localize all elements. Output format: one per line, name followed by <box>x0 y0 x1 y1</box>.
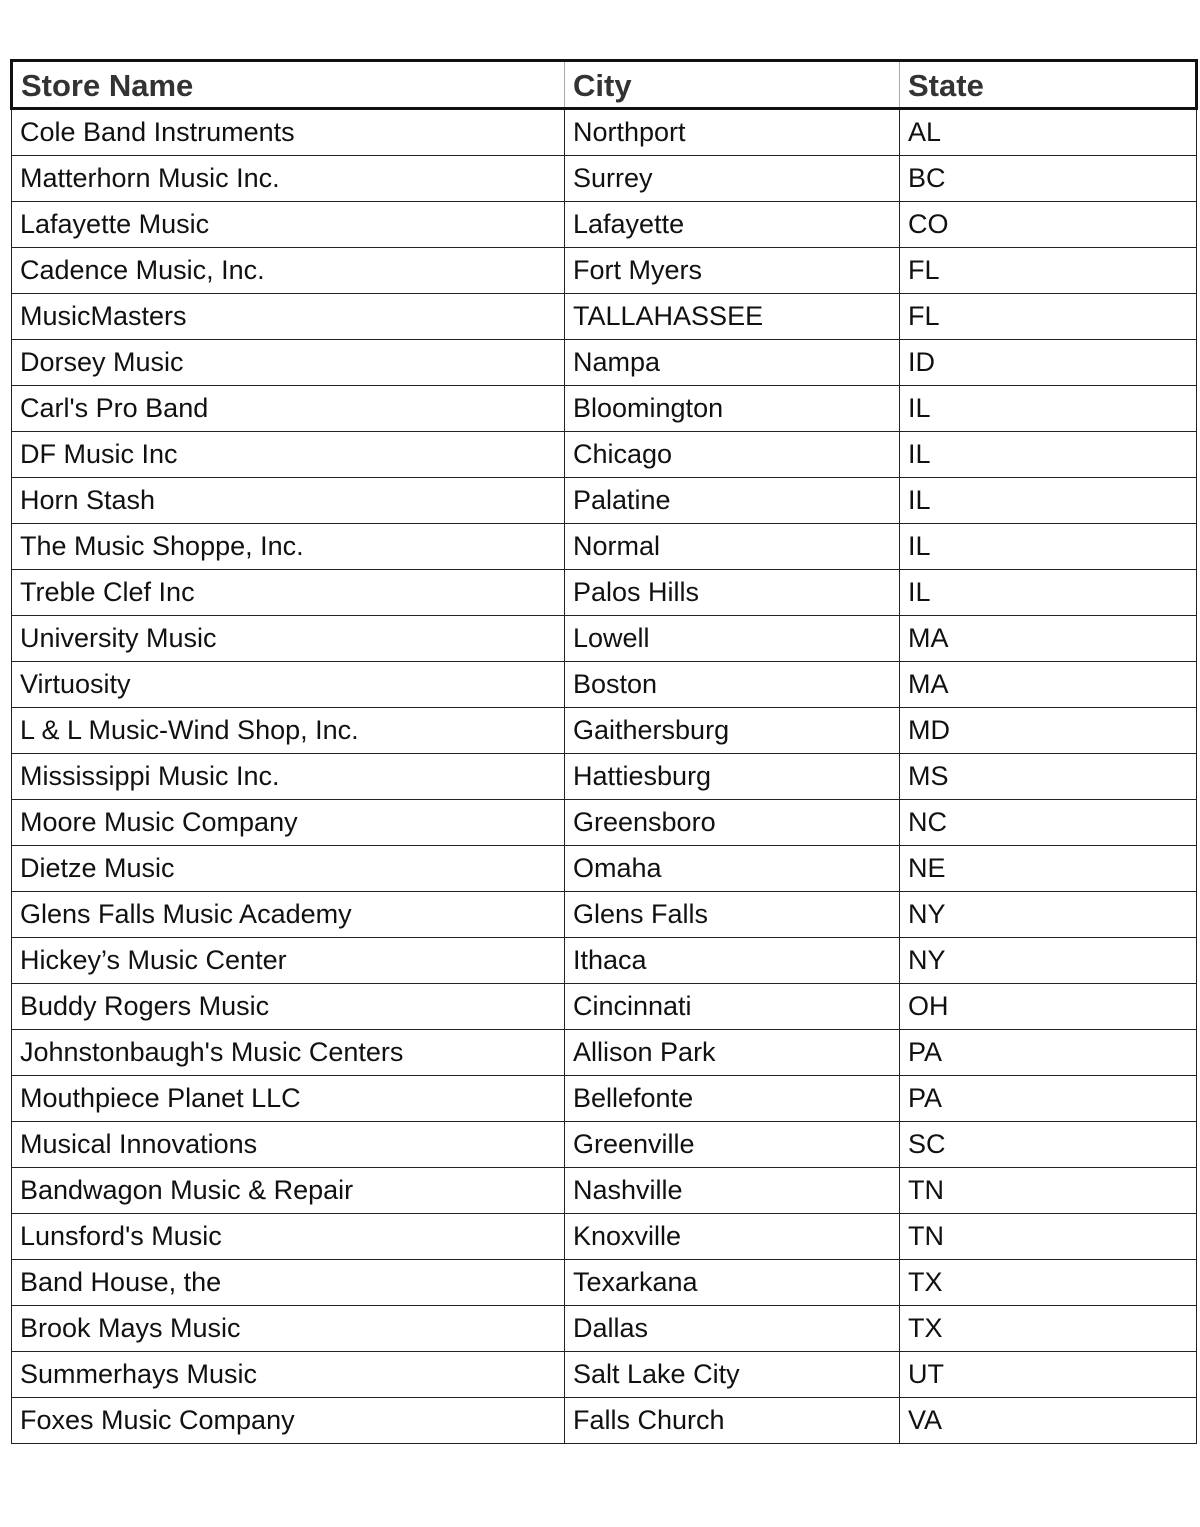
store-name-cell: MusicMasters <box>12 294 565 340</box>
city-cell: Texarkana <box>565 1260 900 1306</box>
state-cell: MS <box>900 754 1197 800</box>
table-row <box>12 708 1197 754</box>
table-row <box>12 1398 1197 1444</box>
store-name-cell: Horn Stash <box>12 478 565 524</box>
store-name-cell: University Music <box>12 616 565 662</box>
city-cell: Glens Falls <box>565 892 900 938</box>
store-name-cell: Cadence Music, Inc. <box>12 248 565 294</box>
state-cell: NC <box>900 800 1197 846</box>
state-cell: BC <box>900 156 1197 202</box>
city-cell: Greensboro <box>565 800 900 846</box>
store-name-cell: Glens Falls Music Academy <box>12 892 565 938</box>
state-cell: MA <box>900 616 1197 662</box>
city-cell: Dallas <box>565 1306 900 1352</box>
city-cell: TALLAHASSEE <box>565 294 900 340</box>
table-row <box>12 156 1197 202</box>
city-cell: Knoxville <box>565 1214 900 1260</box>
store-name-cell: Hickey’s Music Center <box>12 938 565 984</box>
city-cell: Bellefonte <box>565 1076 900 1122</box>
store-name-cell: L & L Music-Wind Shop, Inc. <box>12 708 565 754</box>
store-name-cell: Buddy Rogers Music <box>12 984 565 1030</box>
state-cell: MA <box>900 662 1197 708</box>
city-cell: Palos Hills <box>565 570 900 616</box>
table-row <box>12 524 1197 570</box>
store-name-cell: Lafayette Music <box>12 202 565 248</box>
state-cell: OH <box>900 984 1197 1030</box>
city-cell: Hattiesburg <box>565 754 900 800</box>
city-cell: Normal <box>565 524 900 570</box>
state-cell: TN <box>900 1168 1197 1214</box>
state-cell: IL <box>900 478 1197 524</box>
table-body <box>12 109 1197 1444</box>
store-name-cell: The Music Shoppe, Inc. <box>12 524 565 570</box>
city-cell: Northport <box>565 109 900 156</box>
state-cell: TN <box>900 1214 1197 1260</box>
city-cell: Allison Park <box>565 1030 900 1076</box>
city-cell: Nampa <box>565 340 900 386</box>
store-name-cell: Foxes Music Company <box>12 1398 565 1444</box>
state-cell: AL <box>900 109 1197 156</box>
store-name-cell: Dorsey Music <box>12 340 565 386</box>
city-cell: Bloomington <box>565 386 900 432</box>
table-row <box>12 386 1197 432</box>
city-cell: Palatine <box>565 478 900 524</box>
city-cell: Gaithersburg <box>565 708 900 754</box>
table-row <box>12 1168 1197 1214</box>
state-cell: IL <box>900 524 1197 570</box>
header-row <box>12 61 1197 109</box>
city-cell: Greenville <box>565 1122 900 1168</box>
city-cell: Falls Church <box>565 1398 900 1444</box>
table-row <box>12 109 1197 156</box>
state-cell: PA <box>900 1030 1197 1076</box>
store-name-cell: Brook Mays Music <box>12 1306 565 1352</box>
table-row <box>12 938 1197 984</box>
table-row <box>12 1260 1197 1306</box>
table-row <box>12 892 1197 938</box>
city-cell: Salt Lake City <box>565 1352 900 1398</box>
table-row <box>12 570 1197 616</box>
table-row <box>12 1352 1197 1398</box>
city-cell: Boston <box>565 662 900 708</box>
table-row <box>12 202 1197 248</box>
state-cell: MD <box>900 708 1197 754</box>
city-cell: Nashville <box>565 1168 900 1214</box>
table-row <box>12 846 1197 892</box>
table-row <box>12 1030 1197 1076</box>
table-row <box>12 1306 1197 1352</box>
city-cell: Fort Myers <box>565 248 900 294</box>
store-name-cell: Band House, the <box>12 1260 565 1306</box>
store-table <box>10 59 1198 1444</box>
store-name-cell: Virtuosity <box>12 662 565 708</box>
city-cell: Lafayette <box>565 202 900 248</box>
store-name-cell: DF Music Inc <box>12 432 565 478</box>
city-cell: Lowell <box>565 616 900 662</box>
store-name-cell: Cole Band Instruments <box>12 109 565 156</box>
store-name-cell: Moore Music Company <box>12 800 565 846</box>
state-cell: IL <box>900 570 1197 616</box>
header-state: State <box>900 61 1197 109</box>
table-row <box>12 616 1197 662</box>
table-row <box>12 432 1197 478</box>
state-cell: FL <box>900 248 1197 294</box>
header-store-name: Store Name <box>12 61 565 109</box>
table-row <box>12 754 1197 800</box>
state-cell: IL <box>900 386 1197 432</box>
state-cell: TX <box>900 1260 1197 1306</box>
state-cell: SC <box>900 1122 1197 1168</box>
state-cell: IL <box>900 432 1197 478</box>
header-city: City <box>565 61 900 109</box>
state-cell: FL <box>900 294 1197 340</box>
table-row <box>12 1076 1197 1122</box>
table-row <box>12 662 1197 708</box>
table-row <box>12 478 1197 524</box>
table-row <box>12 294 1197 340</box>
store-name-cell: Bandwagon Music & Repair <box>12 1168 565 1214</box>
city-cell: Surrey <box>565 156 900 202</box>
state-cell: PA <box>900 1076 1197 1122</box>
store-name-cell: Summerhays Music <box>12 1352 565 1398</box>
state-cell: TX <box>900 1306 1197 1352</box>
table-row <box>12 984 1197 1030</box>
state-cell: UT <box>900 1352 1197 1398</box>
store-name-cell: Treble Clef Inc <box>12 570 565 616</box>
table-row <box>12 1122 1197 1168</box>
city-cell: Chicago <box>565 432 900 478</box>
store-name-cell: Carl's Pro Band <box>12 386 565 432</box>
city-cell: Ithaca <box>565 938 900 984</box>
store-name-cell: Matterhorn Music Inc. <box>12 156 565 202</box>
state-cell: NY <box>900 938 1197 984</box>
table-row <box>12 248 1197 294</box>
table-row <box>12 1214 1197 1260</box>
table-row <box>12 800 1197 846</box>
city-cell: Omaha <box>565 846 900 892</box>
table-row <box>12 340 1197 386</box>
store-name-cell: Musical Innovations <box>12 1122 565 1168</box>
state-cell: CO <box>900 202 1197 248</box>
state-cell: VA <box>900 1398 1197 1444</box>
state-cell: NE <box>900 846 1197 892</box>
state-cell: NY <box>900 892 1197 938</box>
city-cell: Cincinnati <box>565 984 900 1030</box>
store-name-cell: Dietze Music <box>12 846 565 892</box>
store-name-cell: Mississippi Music Inc. <box>12 754 565 800</box>
store-name-cell: Johnstonbaugh's Music Centers <box>12 1030 565 1076</box>
store-name-cell: Mouthpiece Planet LLC <box>12 1076 565 1122</box>
store-name-cell: Lunsford's Music <box>12 1214 565 1260</box>
state-cell: ID <box>900 340 1197 386</box>
